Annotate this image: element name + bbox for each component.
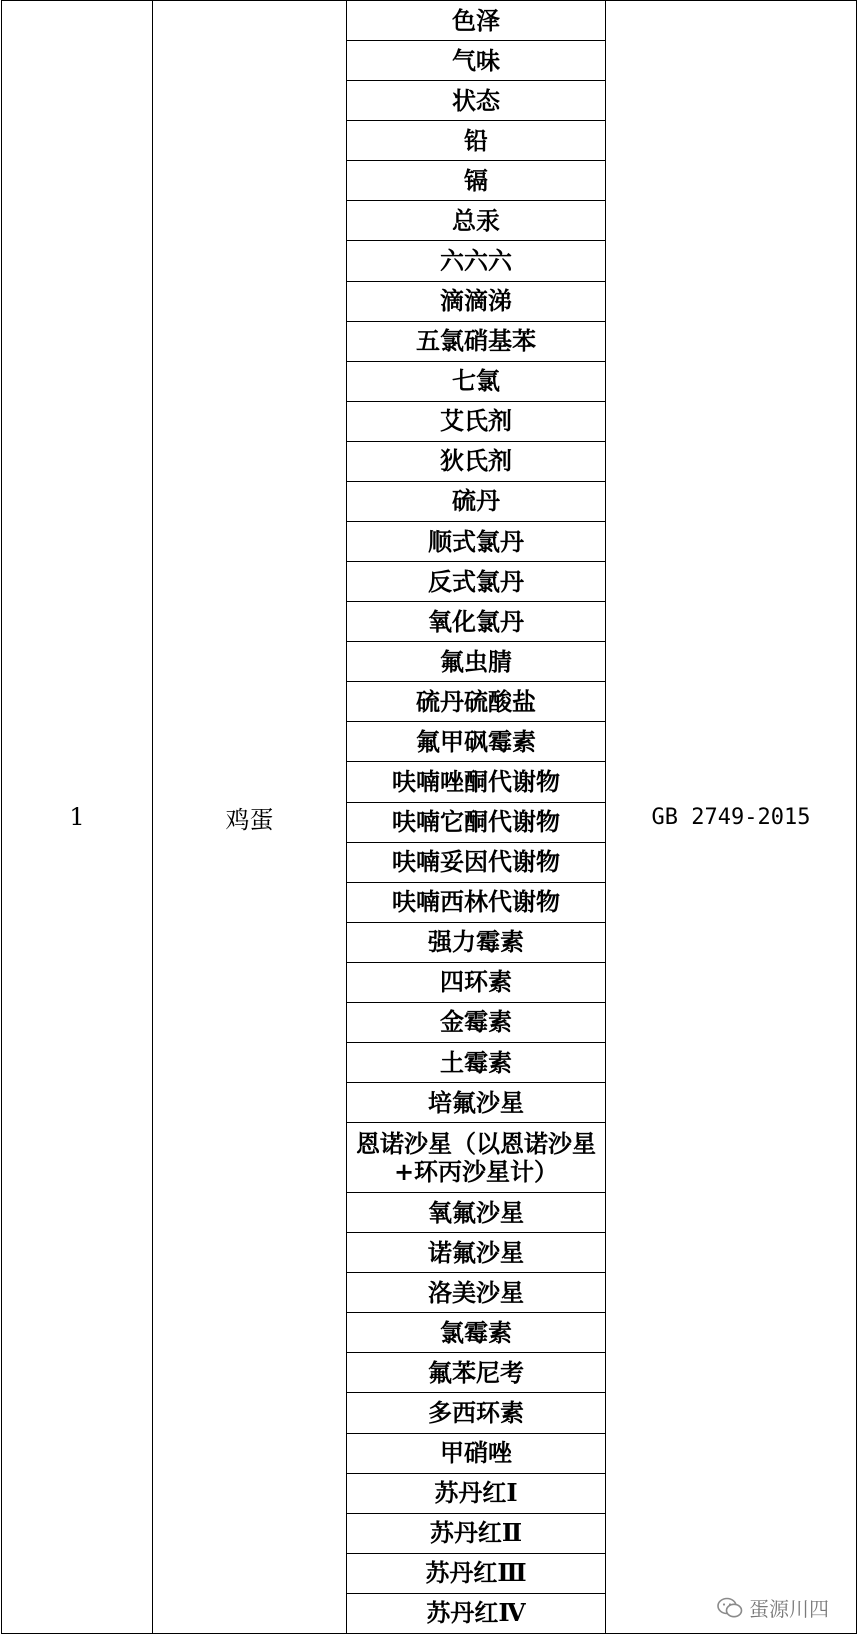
test-item: 多西环素 xyxy=(347,1393,606,1433)
test-item: 洛美沙星 xyxy=(347,1273,606,1313)
test-item: 四环素 xyxy=(347,962,606,1002)
test-item: 反式氯丹 xyxy=(347,562,606,602)
test-item: 呋喃唑酮代谢物 xyxy=(347,762,606,802)
test-item: 硫丹硫酸盐 xyxy=(347,682,606,722)
test-item: 土霉素 xyxy=(347,1043,606,1083)
test-item: 苏丹红Ⅳ xyxy=(347,1593,606,1633)
inspection-table xyxy=(1,0,857,1634)
product-name: 鸡蛋 xyxy=(153,1,347,1634)
test-item: 状态 xyxy=(347,81,606,121)
test-item: 呋喃它酮代谢物 xyxy=(347,802,606,842)
standard-code: GB 2749-2015 xyxy=(606,1,857,1634)
test-item: 氧氟沙星 xyxy=(347,1193,606,1233)
wechat-icon xyxy=(717,1597,743,1619)
table-row xyxy=(2,1,857,41)
watermark xyxy=(717,1593,829,1622)
test-item: 呋喃妥因代谢物 xyxy=(347,842,606,882)
test-item: 金霉素 xyxy=(347,1002,606,1042)
test-item: 氟虫腈 xyxy=(347,642,606,682)
test-item: 恩诺沙星（以恩诺沙星+环丙沙星计） xyxy=(347,1123,606,1193)
table-body xyxy=(2,1,857,1634)
test-item: 硫丹 xyxy=(347,481,606,521)
test-item: 苏丹红Ⅱ xyxy=(347,1513,606,1553)
test-item: 顺式氯丹 xyxy=(347,522,606,562)
test-item: 总汞 xyxy=(347,201,606,241)
test-item: 强力霉素 xyxy=(347,922,606,962)
test-item: 甲硝唑 xyxy=(347,1433,606,1473)
test-item: 氟甲砜霉素 xyxy=(347,722,606,762)
row-number: 1 xyxy=(2,1,153,1634)
test-item: 诺氟沙星 xyxy=(347,1233,606,1273)
test-item: 气味 xyxy=(347,41,606,81)
test-item: 五氯硝基苯 xyxy=(347,321,606,361)
test-item: 培氟沙星 xyxy=(347,1083,606,1123)
test-item: 色泽 xyxy=(347,1,606,41)
test-item: 艾氏剂 xyxy=(347,401,606,441)
test-item: 苏丹红Ⅰ xyxy=(347,1473,606,1513)
test-item: 镉 xyxy=(347,161,606,201)
test-item: 氯霉素 xyxy=(347,1313,606,1353)
test-item: 铅 xyxy=(347,121,606,161)
test-item: 六六六 xyxy=(347,241,606,281)
watermark-text: 蛋源川四 xyxy=(749,1597,829,1621)
test-item: 氧化氯丹 xyxy=(347,602,606,642)
test-item: 呋喃西林代谢物 xyxy=(347,882,606,922)
test-item: 苏丹红Ⅲ xyxy=(347,1553,606,1593)
test-item: 七氯 xyxy=(347,361,606,401)
test-item: 滴滴涕 xyxy=(347,281,606,321)
test-item: 氟苯尼考 xyxy=(347,1353,606,1393)
test-item: 狄氏剂 xyxy=(347,441,606,481)
